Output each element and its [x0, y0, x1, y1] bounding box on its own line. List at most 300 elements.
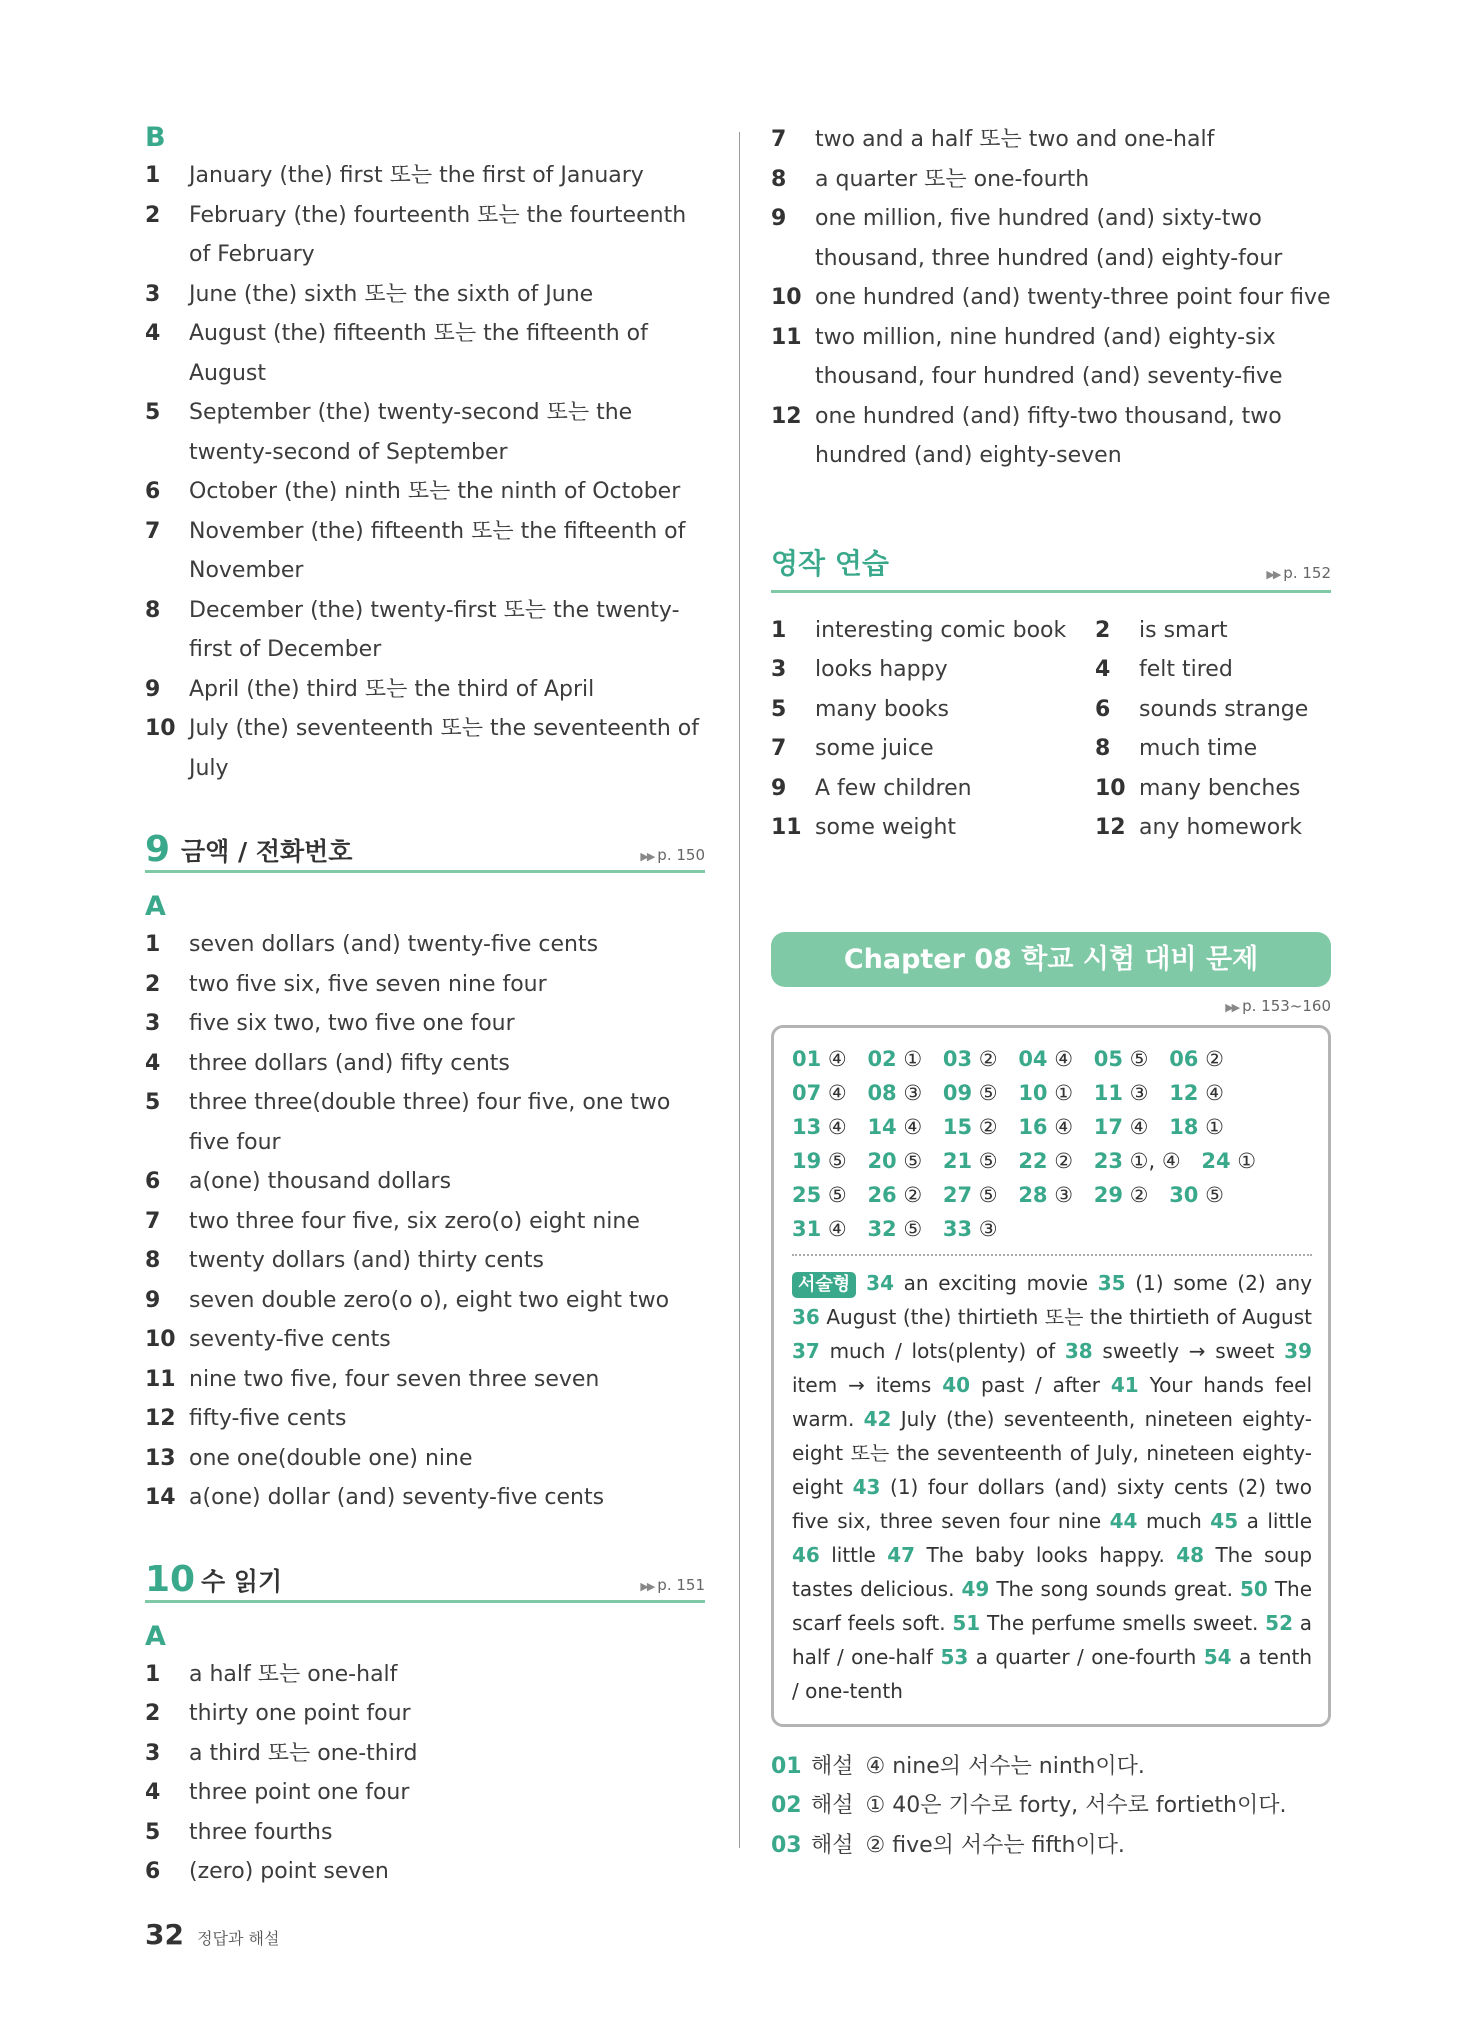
- item-number: 1: [145, 932, 161, 957]
- item-number: 2: [145, 202, 161, 228]
- practice-header: [771, 540, 1331, 593]
- item-number: 5: [145, 1819, 161, 1845]
- item-text: five six two, two five one four: [189, 1011, 515, 1036]
- answer-value: ④: [1129, 1114, 1149, 1139]
- list-item: [145, 1734, 705, 1774]
- list-item: [145, 1241, 705, 1281]
- right-column: [771, 120, 1331, 1865]
- item-number: 13: [145, 1445, 176, 1471]
- item-number: 2: [145, 1701, 161, 1726]
- explanation-item: [771, 1786, 1331, 1826]
- explanation-text: ① 40은 기수로 forty, 서수로 fortieth이다.: [865, 1793, 1287, 1818]
- item-number: 4: [145, 321, 161, 346]
- section-10-list: [145, 1655, 705, 1892]
- mcq-answer: [1169, 1047, 1224, 1071]
- mcq-answer: [867, 1081, 922, 1105]
- practice-item: [1095, 729, 1331, 769]
- item-text: seven dollars (and) twenty-five cents: [189, 932, 599, 957]
- answer-value: ①: [1237, 1148, 1257, 1173]
- essay-answer: [792, 1305, 1312, 1329]
- answer-value: ④: [1054, 1114, 1074, 1139]
- answer-value: ①: [1205, 1114, 1224, 1139]
- answer-value: Your hands feel warm.: [792, 1372, 1313, 1431]
- item-text: thirty one point four: [189, 1701, 411, 1726]
- question-number: 27: [942, 1182, 973, 1207]
- answer-value: sweetly → sweet: [1102, 1338, 1275, 1363]
- item-text: one hundred (and) fifty-two thousand, two hundred (and) eighty-seven: [815, 403, 1282, 468]
- list-item: [145, 591, 705, 670]
- answer-value: ⑤: [978, 1080, 998, 1105]
- list-item: [145, 1773, 705, 1813]
- list-item: [145, 156, 705, 196]
- section-b-list: [145, 156, 705, 788]
- item-text: a quarter 또는 one-fourth: [815, 166, 1090, 192]
- answer-value: The soup tastes delicious.: [792, 1542, 1313, 1601]
- mcq-answer: [1094, 1149, 1181, 1173]
- explanation-item: [771, 1747, 1331, 1787]
- item-number: 11: [771, 815, 802, 840]
- section-10-number: 10: [145, 1558, 196, 1600]
- item-text: December (the) twenty-first 또는 the twenty-first of December: [189, 597, 680, 662]
- item-text: two three four five, six zero(o) eight nine: [189, 1208, 640, 1234]
- question-number: 38: [1064, 1338, 1093, 1363]
- answer-value: (1) four dollars (and) sixty cents (2) two five six, three seven four nine: [792, 1474, 1312, 1533]
- item-number: 3: [771, 657, 787, 682]
- list-item: [145, 1399, 705, 1439]
- item-text: July (the) seventeenth 또는 the seventeenth of July: [189, 716, 700, 781]
- page-footer: [145, 1918, 279, 1951]
- question-number: 10: [1018, 1080, 1048, 1105]
- answer-value: ⑤: [978, 1148, 998, 1173]
- item-text: February (the) fourteenth 또는 the fourteenth of February: [189, 202, 687, 267]
- answer-value: a quarter / one-fourth: [975, 1644, 1197, 1669]
- mcq-answer: [943, 1183, 998, 1207]
- section-9-letter: A: [145, 891, 166, 922]
- question-number: 34: [866, 1270, 895, 1295]
- mcq-answer: [867, 1149, 922, 1173]
- answer-value: ③: [1129, 1080, 1149, 1105]
- mcq-answer: [1169, 1115, 1224, 1139]
- item-text: a(one) dollar (and) seventy-five cents: [189, 1485, 605, 1510]
- list-item: [145, 1439, 705, 1479]
- practice-item: [771, 808, 1095, 848]
- answer-value: (1) some (2) any: [1135, 1270, 1313, 1295]
- question-number: 51: [952, 1610, 981, 1635]
- answer-value: ④: [903, 1114, 923, 1139]
- question-number: 40: [942, 1372, 971, 1397]
- item-text: seven double zero(o o), eight two eight two: [189, 1287, 670, 1313]
- section-9-list: [145, 925, 705, 1518]
- section-9-ref: ▶▶ p. 150: [640, 846, 705, 864]
- list-item: [771, 160, 1331, 200]
- answer-value: little: [831, 1542, 876, 1567]
- explanation-number: 03: [771, 1832, 802, 1858]
- item-number: 6: [145, 479, 161, 504]
- item-number: 4: [145, 1050, 161, 1076]
- question-number: 15: [942, 1114, 973, 1139]
- item-number: 12: [1095, 815, 1126, 840]
- list-item: [771, 120, 1331, 160]
- item-text: sounds strange: [1139, 696, 1309, 722]
- explanation-label: 해설: [811, 1753, 854, 1779]
- item-number: 8: [145, 1248, 161, 1273]
- answer-value: The scarf feels soft.: [792, 1576, 1313, 1635]
- list-item: [145, 1360, 705, 1400]
- item-number: 6: [1095, 696, 1111, 722]
- question-number: 25: [792, 1182, 822, 1207]
- answer-value: ④: [1205, 1080, 1224, 1105]
- mcq-answer: [792, 1183, 847, 1207]
- question-number: 43: [852, 1474, 881, 1499]
- item-text: January (the) first 또는 the first of January: [189, 163, 644, 188]
- question-number: 12: [1169, 1080, 1199, 1105]
- explanation-number: 01: [771, 1753, 802, 1779]
- question-number: 03: [942, 1046, 973, 1071]
- answer-value: ②: [1054, 1148, 1074, 1173]
- item-number: 5: [145, 400, 161, 425]
- list-item: [145, 925, 705, 965]
- explanation-list: [771, 1747, 1331, 1866]
- explanation-label: 해설: [811, 1793, 854, 1818]
- item-number: 7: [145, 518, 161, 544]
- item-number: 10: [145, 1327, 176, 1352]
- item-text: much time: [1139, 736, 1258, 761]
- mcq-answer: [1094, 1081, 1149, 1105]
- question-number: 52: [1265, 1610, 1294, 1635]
- list-item: [145, 1202, 705, 1242]
- question-number: 02: [867, 1046, 897, 1071]
- practice-item: [771, 690, 1095, 730]
- question-number: 26: [867, 1182, 897, 1207]
- question-number: 33: [942, 1216, 973, 1241]
- practice-item: [1095, 769, 1331, 809]
- mcq-answer: [1094, 1115, 1149, 1139]
- answer-value: ④: [827, 1046, 847, 1071]
- item-text: November (the) fifteenth 또는 the fifteenth of November: [189, 518, 686, 583]
- mcq-answer: [943, 1115, 998, 1139]
- chapter-ref: ▶▶ p. 153~160: [1225, 996, 1331, 1015]
- answer-value: ③: [1054, 1182, 1074, 1207]
- item-text: some juice: [815, 736, 934, 761]
- answer-value: ④: [827, 1216, 847, 1241]
- essay-answer: [792, 1339, 1055, 1363]
- practice-item: [771, 611, 1095, 651]
- item-number: 4: [145, 1780, 161, 1805]
- item-number: 3: [145, 1011, 161, 1036]
- practice-item: [1095, 808, 1331, 848]
- question-number: 22: [1018, 1148, 1048, 1173]
- essay-answer: [1098, 1271, 1312, 1295]
- item-text: a third 또는 one-third: [189, 1740, 418, 1766]
- item-number: 11: [145, 1366, 176, 1392]
- list-item: [145, 393, 705, 472]
- section-10-letter: A: [145, 1620, 166, 1652]
- answer-value: July (the) seventeenth, nineteen eighty-eight 또는 the seventeenth of July, nineteen eighty-eight: [792, 1406, 1312, 1499]
- question-number: 06: [1169, 1046, 1199, 1071]
- item-text: looks happy: [815, 657, 948, 682]
- item-number: 5: [145, 1090, 161, 1115]
- item-number: 4: [1095, 657, 1111, 682]
- list-item: [145, 1004, 705, 1044]
- item-text: felt tired: [1139, 657, 1233, 682]
- answer-value: ①: [1054, 1080, 1074, 1105]
- page-number: 32: [145, 1918, 184, 1951]
- answer-value: much / lots(plenty) of: [829, 1338, 1056, 1363]
- column-divider: [739, 132, 740, 1848]
- mcq-answer: [1018, 1081, 1073, 1105]
- item-number: 6: [145, 1859, 161, 1884]
- answer-value: ④: [827, 1114, 847, 1139]
- mcq-answer: [1094, 1183, 1149, 1207]
- question-number: 19: [792, 1148, 822, 1173]
- essay-answer: [1210, 1509, 1312, 1533]
- answer-value: ②: [978, 1114, 998, 1139]
- practice-item: [771, 650, 1095, 690]
- essay-answer: [1065, 1339, 1275, 1363]
- answer-value: ⑤: [827, 1182, 847, 1207]
- item-text: any homework: [1139, 815, 1303, 840]
- essay-answer: [940, 1645, 1196, 1669]
- question-number: 36: [792, 1304, 820, 1329]
- answer-value: ③: [903, 1080, 923, 1105]
- explanation-text: ② five의 서수는 fifth이다.: [865, 1832, 1125, 1858]
- question-number: 17: [1093, 1114, 1123, 1139]
- item-number: 9: [771, 775, 787, 801]
- question-number: 37: [792, 1338, 820, 1363]
- answer-value: a little: [1246, 1508, 1313, 1533]
- essay-answers: [792, 1266, 1312, 1708]
- item-number: 8: [145, 597, 161, 623]
- answer-value: ③: [978, 1216, 998, 1241]
- item-number: 2: [1095, 617, 1111, 643]
- mcq-answer: [792, 1149, 847, 1173]
- question-number: 54: [1203, 1644, 1232, 1669]
- mcq-answer: [1169, 1183, 1224, 1207]
- item-number: 8: [1095, 736, 1111, 761]
- question-number: 07: [792, 1080, 822, 1105]
- answer-value: ⑤: [903, 1148, 923, 1173]
- section-10-ref: ▶▶ p. 151: [640, 1575, 705, 1594]
- item-text: September (the) twenty-second 또는 the twenty-second of September: [189, 400, 633, 465]
- mcq-answer: [1094, 1047, 1149, 1071]
- item-text: June (the) sixth 또는 the sixth of June: [189, 281, 594, 307]
- question-number: 28: [1018, 1182, 1048, 1207]
- item-text: three fourths: [189, 1819, 333, 1845]
- question-number: 14: [867, 1114, 897, 1139]
- essay-badge: 서술형: [792, 1272, 856, 1298]
- item-text: is smart: [1139, 617, 1228, 643]
- question-number: 48: [1176, 1542, 1205, 1567]
- item-number: 10: [145, 716, 176, 741]
- item-number: 1: [145, 163, 161, 188]
- answer-value: an exciting movie: [903, 1270, 1089, 1295]
- section-10-list-continued: [771, 120, 1331, 476]
- list-item: [145, 1655, 705, 1695]
- essay-answer: [792, 1543, 876, 1567]
- mcq-answer: [1201, 1149, 1256, 1173]
- mcq-answer: [943, 1047, 998, 1071]
- list-item: [145, 1162, 705, 1202]
- practice-item: [771, 769, 1095, 809]
- list-item: [145, 1813, 705, 1853]
- question-number: 31: [792, 1216, 822, 1241]
- list-item: [145, 1852, 705, 1892]
- answer-value: ⑤: [1129, 1046, 1149, 1071]
- answer-value: ⑤: [978, 1182, 998, 1207]
- item-number: 1: [771, 617, 787, 643]
- item-number: 12: [145, 1406, 176, 1431]
- double-arrow-icon: ▶▶: [1266, 567, 1280, 581]
- section-9-number: 9: [145, 829, 171, 870]
- list-item: [145, 670, 705, 710]
- item-number: 3: [145, 1740, 161, 1766]
- item-number: 8: [771, 166, 787, 192]
- practice-item: [771, 729, 1095, 769]
- answer-value: much: [1145, 1508, 1202, 1533]
- mcq-answer: [943, 1217, 998, 1241]
- essay-answer: [866, 1271, 1088, 1295]
- double-arrow-icon: ▶▶: [1225, 1000, 1239, 1014]
- answer-value: ⑤: [1205, 1182, 1224, 1207]
- answer-value: ②: [903, 1182, 923, 1207]
- question-number: 39: [1284, 1338, 1313, 1363]
- mcq-answer: [792, 1047, 847, 1071]
- answer-value: ②: [978, 1046, 998, 1071]
- answer-value: a tenth / one-tenth: [792, 1644, 1313, 1703]
- item-text: two five six, five seven nine four: [189, 971, 547, 997]
- item-text: (zero) point seven: [189, 1859, 389, 1884]
- list-item: [145, 196, 705, 275]
- item-number: 7: [771, 127, 787, 152]
- question-number: 21: [942, 1148, 973, 1173]
- answer-box: [771, 1025, 1331, 1727]
- double-arrow-icon: ▶▶: [640, 1579, 654, 1593]
- answer-value: ①: [903, 1046, 923, 1071]
- item-number: 7: [771, 736, 787, 761]
- mcq-answer: [943, 1081, 998, 1105]
- explanation-number: 02: [771, 1793, 802, 1818]
- question-number: 32: [867, 1216, 897, 1241]
- answer-value: a half / one-half: [792, 1610, 1313, 1669]
- mcq-answer: [792, 1217, 847, 1241]
- essay-answer: [961, 1577, 1232, 1601]
- item-number: 9: [145, 676, 161, 702]
- list-item: [145, 1478, 705, 1518]
- practice-item: [1095, 650, 1331, 690]
- item-number: 14: [145, 1485, 176, 1510]
- item-number: 9: [145, 1287, 161, 1313]
- list-item: [145, 472, 705, 512]
- explanation-label: 해설: [811, 1832, 854, 1858]
- practice-list: [771, 611, 1331, 848]
- answer-value: The song sounds great.: [996, 1576, 1233, 1601]
- multiple-choice-answers: [792, 1042, 1312, 1246]
- item-number: 9: [771, 206, 787, 231]
- answer-value: ⑤: [827, 1148, 847, 1173]
- list-item: [145, 1083, 705, 1162]
- list-item: [145, 1320, 705, 1360]
- answer-value: ⑤: [903, 1216, 923, 1241]
- mcq-answer: [792, 1081, 847, 1105]
- list-item: [771, 199, 1331, 278]
- explanation-item: [771, 1826, 1331, 1866]
- question-number: 08: [867, 1080, 897, 1105]
- answer-value: past / after: [980, 1372, 1100, 1397]
- item-text: October (the) ninth 또는 the ninth of October: [189, 479, 681, 504]
- item-number: 11: [771, 324, 802, 350]
- question-number: 42: [863, 1406, 892, 1431]
- item-text: some weight: [815, 815, 957, 840]
- mcq-answer: [1018, 1183, 1073, 1207]
- item-text: one million, five hundred (and) sixty-two thousand, three hundred (and) eighty-four: [815, 206, 1283, 271]
- item-text: three dollars (and) fifty cents: [189, 1050, 510, 1076]
- answer-value: ④: [827, 1080, 847, 1105]
- item-number: 5: [771, 696, 787, 722]
- mcq-answer: [1018, 1047, 1073, 1071]
- item-text: three point one four: [189, 1780, 410, 1805]
- item-text: seventy-five cents: [189, 1327, 391, 1352]
- essay-answer: [887, 1543, 1165, 1567]
- item-text: interesting comic book: [815, 617, 1067, 643]
- section-10-header: [145, 1560, 705, 1603]
- item-number: 3: [145, 281, 161, 307]
- question-number: 05: [1093, 1046, 1123, 1071]
- list-item: [771, 397, 1331, 476]
- question-number: 53: [940, 1644, 969, 1669]
- item-text: three three(double three) four five, one two five four: [189, 1090, 671, 1155]
- question-number: 13: [792, 1114, 822, 1139]
- mcq-answer: [867, 1047, 922, 1071]
- list-item: [771, 278, 1331, 318]
- answer-value: The perfume smells sweet.: [986, 1610, 1259, 1635]
- mcq-answer: [867, 1183, 922, 1207]
- item-number: 12: [771, 403, 802, 429]
- list-item: [145, 314, 705, 393]
- practice-ref: ▶▶ p. 152: [1266, 563, 1331, 582]
- item-text: August (the) fifteenth 또는 the fifteenth of August: [189, 321, 648, 386]
- question-number: 23: [1093, 1148, 1123, 1173]
- answer-value: ④: [1054, 1046, 1074, 1071]
- question-number: 35: [1097, 1270, 1126, 1295]
- question-number: 47: [887, 1542, 916, 1567]
- item-text: twenty dollars (and) thirty cents: [189, 1248, 544, 1273]
- question-number: 49: [961, 1576, 990, 1601]
- chapter-banner: Chapter 08 학교 시험 대비 문제: [771, 932, 1331, 987]
- footer-title: 정답과 해설: [197, 1929, 280, 1948]
- list-item: [771, 318, 1331, 397]
- item-text: A few children: [815, 775, 972, 801]
- question-number: 04: [1018, 1046, 1048, 1071]
- question-number: 44: [1109, 1508, 1138, 1533]
- question-number: 30: [1169, 1182, 1199, 1207]
- essay-answer: [942, 1373, 1100, 1397]
- question-number: 41: [1110, 1372, 1139, 1397]
- item-text: fifty-five cents: [189, 1406, 347, 1431]
- list-item: [145, 1694, 705, 1734]
- answer-value: item → items: [792, 1372, 932, 1397]
- item-text: one hundred (and) twenty-three point four five: [815, 285, 1331, 310]
- answer-value: August (the) thirtieth 또는 the thirtieth of August: [826, 1304, 1312, 1329]
- item-number: 1: [145, 1661, 161, 1687]
- section-9-header: [145, 830, 705, 873]
- question-number: 46: [792, 1542, 820, 1567]
- question-number: 18: [1169, 1114, 1199, 1139]
- dotted-divider: [792, 1254, 1312, 1256]
- item-number: 6: [145, 1169, 161, 1194]
- item-text: two and a half 또는 two and one-half: [815, 127, 1215, 152]
- section-b-letter: B: [145, 122, 166, 153]
- mcq-answer: [1018, 1115, 1073, 1139]
